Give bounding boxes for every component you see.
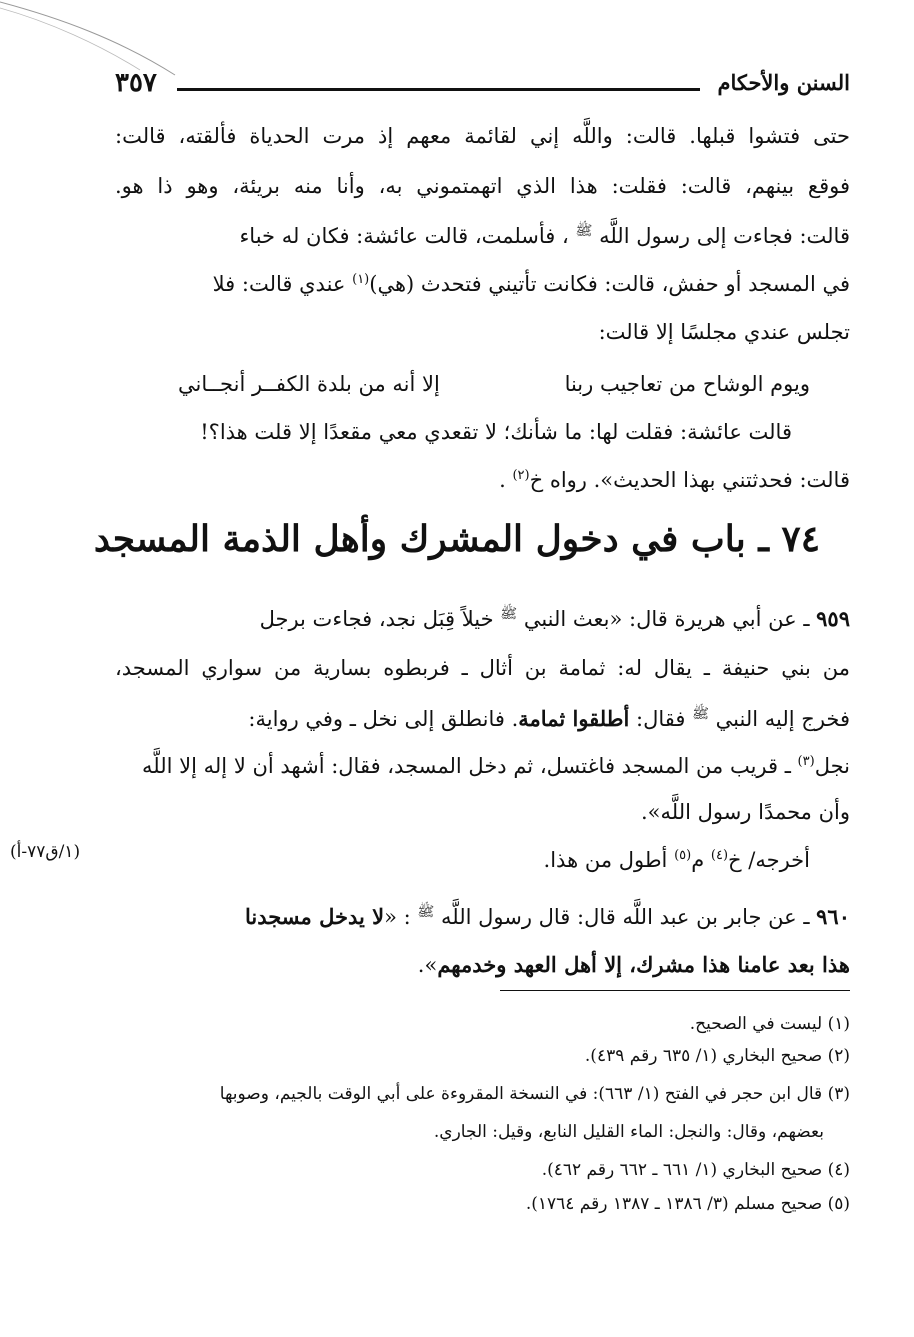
hadith-959-line: ٩٥٩ ـ عن أبي هريرة قال: «بعث النبي $^ﷺ$ خيلاً قِبَل نجد، فجاءت برجل: [259, 606, 850, 631]
body-line: قالت: فجاءت إلى رسول اللَّه $^ﷺ$ ، فأسلمت، قالت عائشة: فكان له خباء: [239, 223, 850, 248]
hadith-960-line: ٩٦٠ ـ عن جابر بن عبد اللَّه قال: قال رسول اللَّه $^ﷺ$ : «لا يدخل مسجدنا: [244, 904, 850, 929]
hadith-number: ٩٥٩: [816, 606, 850, 631]
running-title: السنن والأحكام: [717, 70, 850, 95]
header-rule: [177, 88, 700, 91]
footnote: (٥) صحيح مسلم (٣/ ١٣٨٦ ـ ١٣٨٧ رقم ١٧٦٤).: [525, 1194, 850, 1214]
body-line: تجلس عندي مجلسًا إلا قالت:: [598, 320, 850, 344]
footnote: (١) ليست في الصحيح.: [689, 1014, 850, 1034]
hadith-959-line: من بني حنيفة ـ يقال له: ثمامة بن أثال ـ فربطوه بسارية من سواري المسجد،: [115, 656, 850, 680]
body-line: فوقع بينهم، قالت: فقلت: هذا الذي اتهمتموني به، وأنا منه بريئة، وهو ذا هو.: [115, 174, 850, 198]
manuscript-folio-note: (١/ق٧٧-أ): [10, 842, 81, 862]
footnote: بعضهم، وقال: والنجل: الماء القليل النابع، وقيل: الجاري.: [433, 1122, 824, 1142]
verse-second-hemistich: إلا أنه من بلدة الكفــر أنجــاني: [178, 372, 440, 396]
hadith-959-line: وأن محمدًا رسول اللَّه».: [640, 800, 850, 824]
footnote-ref[interactable]: (٢): [512, 468, 530, 483]
honorific-glyph: ﷺ: [500, 606, 518, 622]
body-line: قالت عائشة: فقلت لها: ما شأنك؛ لا تقعدي معي مقعدًا إلا قلت هذا؟!: [200, 420, 792, 444]
verse-first-hemistich: ويوم الوشاح من تعاجيب ربنا: [564, 372, 810, 396]
footnote: (٣) قال ابن حجر في الفتح (١/ ٦٦٣): في النسخة المقروءة على أبي الوقت بالجيم، وصوبها: [219, 1084, 850, 1104]
footnote-ref[interactable]: (٥): [674, 848, 692, 863]
body-line: في المسجد أو حفش، قالت: فكانت تأتيني فتحدث (هي)$^{(١)}$ عندي قالت: فلا: [212, 272, 850, 296]
body-line: قالت: فحدثتني بهذا الحديث». رواه خ$^{(٢)}$ .: [499, 468, 850, 492]
hadith-959-line: فخرج إليه النبي $^ﷺ$ فقال: أطلقوا ثمامة. فانطلق إلى نخل ـ وفي رواية:: [248, 706, 850, 731]
footnote-ref[interactable]: (١): [352, 272, 370, 287]
footnote: (٢) صحيح البخاري (١/ ٦٣٥ رقم ٤٣٩).: [584, 1046, 850, 1066]
takhrij-line: أخرجه/ خ$^{(٤)}$ م$^{(٥)}$ أطول من هذا.: [543, 848, 810, 872]
page-number: ٣٥٧: [115, 68, 157, 98]
page-header: [115, 68, 850, 104]
footnote: (٤) صحيح البخاري (١/ ٦٦١ ـ ٦٦٢ رقم ٤٦٢).: [541, 1160, 850, 1180]
honorific-glyph: ﷺ: [575, 223, 593, 239]
hadith-959-line: نجل$^{(٣)}$ ـ قريب من المسجد فاغتسل، ثم دخل المسجد، فقال: أشهد أن لا إله إلا اللَّه: [142, 754, 850, 778]
hadith-number: ٩٦٠: [816, 904, 850, 929]
honorific-glyph: ﷺ: [692, 706, 709, 722]
chapter-heading: ٧٤ ـ باب في دخول المشرك وأهل الذمة المسجد: [93, 518, 821, 560]
hadith-960-line: هذا بعد عامنا هذا مشرك، إلا أهل العهد وخدمهم».: [417, 952, 850, 977]
footnote-ref[interactable]: (٤): [710, 848, 729, 863]
footnote-rule: [500, 990, 850, 991]
honorific-glyph: ﷺ: [417, 904, 435, 920]
body-line: حتى فتشوا قبلها. قالت: واللَّه إني لقائمة معهم إذ مرت الحدياة فألقته، قالت:: [115, 124, 850, 148]
footnote-ref[interactable]: (٣): [797, 754, 815, 769]
